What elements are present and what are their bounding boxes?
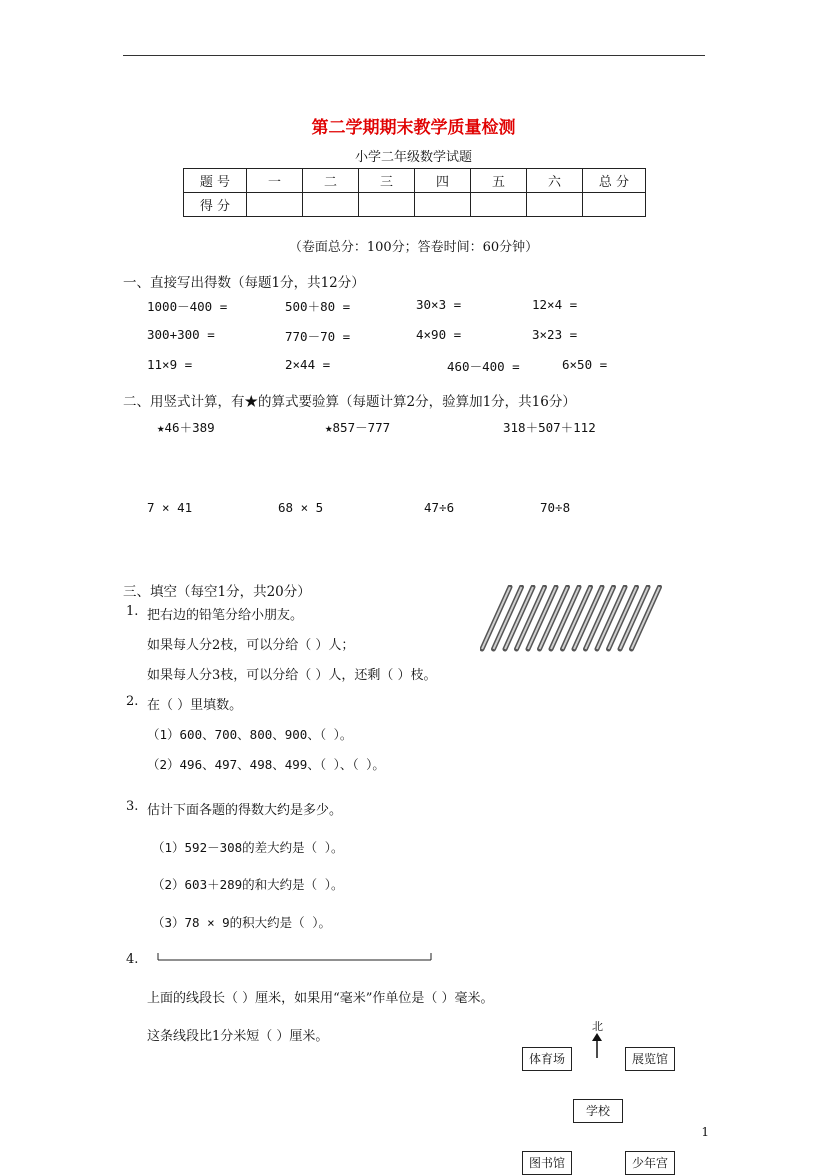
page-number: 1 [701,1125,709,1139]
score-input-cell[interactable] [527,193,583,217]
exam-info: （卷面总分：100分；答卷时间：60分钟） [288,240,539,255]
score-input-cell[interactable] [359,193,415,217]
score-cell: 六 [527,169,583,193]
score-cell: 三 [359,169,415,193]
q2-line1: （1）600、700、800、900、（ ）。 [147,727,353,742]
score-cell: 二 [303,169,359,193]
q3-line3: （3）78 × 9的积大约是（ ）。 [152,915,331,930]
vertical-calc-item: 318＋507＋112 [503,420,596,435]
header-rule [123,55,705,56]
score-table-score-row [184,193,646,217]
arith-item: 30×3 = [416,297,462,312]
q1-number: 1. [126,604,139,619]
map-place-exhibition: 展览馆 [625,1047,675,1071]
page-subtitle: 小学二年级数学试题 [354,150,472,165]
q4-line2: 这条线段比1分米短（ ）厘米。 [147,1029,329,1044]
q1-line2: 如果每人分3枝，可以分给（ ）人，还剩（ ）枝。 [147,668,437,683]
arith-item: 6×50 = [562,357,608,372]
vertical-calc-item: 7 × 41 [147,500,193,515]
arith-item: 1000－400 = [147,299,228,314]
q4-number: 4. [126,952,139,967]
arith-item: 2×44 = [285,357,331,372]
line-segment [157,953,432,961]
score-cell: 得 分 [184,193,247,217]
score-cell: 五 [471,169,527,193]
section1-heading: 一、直接写出得数（每题1分，共12分） [123,275,365,291]
q2-line2: （2）496、497、498、499、（ ）、（ ）。 [147,757,385,772]
arith-item: 12×4 = [532,297,578,312]
score-input-cell[interactable] [583,193,646,217]
section3-heading: 三、填空（每空1分，共20分） [123,584,311,600]
score-cell: 总 分 [583,169,646,193]
section2-heading: 二、用竖式计算，有★的算式要验算（每题计算2分，验算加1分，共16分） [123,394,576,410]
q3-line1: （1）592－308的差大约是（ ）。 [152,840,344,855]
arith-item: 300+300 = [147,327,215,342]
map-place-stadium: 体育场 [522,1047,572,1071]
north-label: 北 [592,1020,603,1033]
arith-item: 3×23 = [532,327,578,342]
score-input-cell[interactable] [247,193,303,217]
map-place-youth-palace: 少年宫 [625,1151,675,1175]
score-cell: 题 号 [184,169,247,193]
q4-line1: 上面的线段长（ ）厘米，如果用“毫米”作单位是（ ）毫米。 [147,991,494,1006]
vertical-calc-item: 47÷6 [424,500,455,515]
vertical-calc-item: 70÷8 [540,500,571,515]
pencils-illustration [480,585,670,653]
score-cell: 四 [415,169,471,193]
arith-item: 460－400 = [447,359,520,374]
north-arrow-icon [590,1033,604,1059]
q3-line2: （2）603＋289的和大约是（ ）。 [152,877,344,892]
arith-item: 4×90 = [416,327,462,342]
vertical-calc-item: ★46＋389 [157,420,215,435]
q3-number: 3. [126,799,139,814]
score-input-cell[interactable] [471,193,527,217]
map-place-school: 学校 [573,1099,623,1123]
q3-text: 估计下面各题的得数大约是多少。 [147,803,343,818]
q2-number: 2. [126,694,139,709]
score-input-cell[interactable] [415,193,471,217]
arith-item: 500＋80 = [285,299,351,314]
map-place-library: 图书馆 [522,1151,572,1175]
vertical-calc-item: ★857－777 [325,420,391,435]
arith-item: 770－70 = [285,329,351,344]
q2-text: 在（ ）里填数。 [147,698,243,713]
arith-item: 11×9 = [147,357,193,372]
q1-line1: 如果每人分2枝，可以分给（ ）人； [147,638,355,653]
score-table-header-row [184,169,646,193]
q1-text: 把右边的铅笔分给小朋友。 [147,608,304,623]
score-cell: 一 [247,169,303,193]
score-input-cell[interactable] [303,193,359,217]
score-table [183,168,646,217]
page-title: 第二学期期末教学质量检测 [311,118,516,138]
direction-map [515,1015,685,1170]
vertical-calc-item: 68 × 5 [278,500,324,515]
